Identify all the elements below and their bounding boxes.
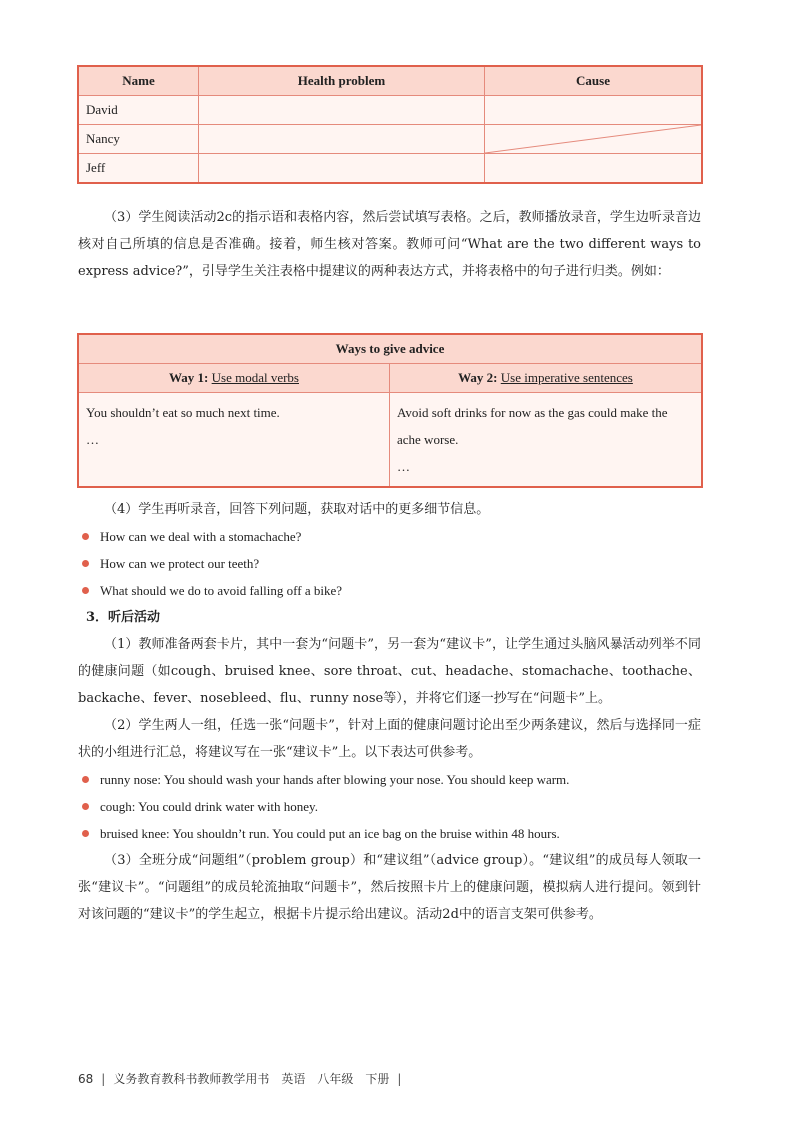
example-sentence: You shouldn’t eat so much next time. bbox=[86, 405, 280, 420]
page-number: 68 bbox=[78, 1072, 94, 1086]
cause-cell bbox=[485, 96, 702, 125]
list-item bbox=[78, 766, 701, 793]
name-cell-jeff: Jeff bbox=[79, 154, 199, 183]
footer-separator: | bbox=[101, 1072, 106, 1086]
ways-to-give-advice-table bbox=[78, 334, 702, 487]
list-item bbox=[78, 793, 701, 820]
table-title-row bbox=[79, 335, 702, 364]
footer-separator: | bbox=[397, 1072, 402, 1086]
question-text: How can we protect our teeth? bbox=[100, 556, 260, 571]
ellipsis: … bbox=[86, 432, 99, 447]
paragraph-text: （2）学生两人一组，任选一张“问题卡”，针对上面的健康问题讨论出至少两条建议，然后与选择同一症状的小组进行汇总，将建议写在一张“建议卡”上。以下表达可供参考。 bbox=[78, 718, 701, 760]
bullet-icon bbox=[82, 803, 89, 810]
health-problem-cell bbox=[199, 154, 485, 183]
way-1-examples bbox=[79, 393, 390, 487]
table-row bbox=[79, 154, 702, 183]
way-2-examples bbox=[390, 393, 702, 487]
column-header-way-2 bbox=[390, 364, 702, 393]
list-item bbox=[78, 550, 701, 577]
cause-cell bbox=[485, 154, 702, 183]
way-2-text: Use imperative sentences bbox=[500, 370, 633, 385]
question-text: How can we deal with a stomachache? bbox=[100, 529, 302, 544]
way-1-label: Way 1: bbox=[169, 370, 209, 385]
name-cell-david: David bbox=[79, 96, 199, 125]
health-problem-table bbox=[78, 66, 702, 183]
diagonal-line bbox=[485, 125, 701, 153]
list-item bbox=[78, 577, 701, 604]
table-row bbox=[79, 96, 702, 125]
paragraph-text: （1）教师准备两套卡片，其中一套为“问题卡”，另一套为“建议卡”，让学生通过头脑风暴活动列举不同的健康问题（如cough、bruised knee、sore throat、cut、headache、stomachache、toothache、backache、fever、nosebleed、flu、runny nose等），并将它们逐一抄写在“问题卡”上。 bbox=[78, 637, 701, 706]
section-heading: 3．听后活动 bbox=[86, 610, 161, 625]
way-1-text: Use modal verbs bbox=[211, 370, 299, 385]
example-sentence: Avoid soft drinks for now as the gas could make the ache worse. bbox=[397, 405, 668, 447]
ellipsis: … bbox=[397, 459, 410, 474]
advice-text: bruised knee: You shouldn’t run. You could put an ice bag on the bruise within 48 hours. bbox=[100, 826, 560, 841]
paragraph-text: （3）全班分成“问题组”（problem group）和“建议组”（advice group）。“建议组”的成员每人领取一张“建议卡”。“问题组”的成员轮流抽取“问题卡”，然后按照卡片上的健康问题，模拟病人进行提问。领到针对该问题的“建议卡”的学生起立，根据卡片提示给出建议。活动2d中的语言支架可供参考。 bbox=[78, 853, 701, 922]
column-header-cause: Cause bbox=[485, 67, 702, 96]
table-title: Ways to give advice bbox=[79, 335, 702, 364]
paragraph-text: （3）学生阅读活动2c的指示语和表格内容，然后尝试填写表格。之后，教师播放录音，学生边听录音边核对自己所填的信息是否准确。接着，师生核对答案。教师可问“What are the two different ways to express advice?”，引导学生关注表格中提建议的两种表达方式，并将表格中的句子进行归类。例如： bbox=[78, 210, 701, 279]
cause-cell-diagonal bbox=[485, 125, 702, 154]
name-cell-nancy: Nancy bbox=[79, 125, 199, 154]
advice-text: runny nose: You should wash your hands after blowing your nose. You should keep warm. bbox=[100, 772, 570, 787]
list-item bbox=[78, 820, 701, 847]
way-2-label: Way 2: bbox=[458, 370, 498, 385]
page-footer bbox=[78, 1070, 409, 1087]
table-row bbox=[79, 125, 702, 154]
bullet-icon bbox=[82, 587, 89, 594]
table-header-row bbox=[79, 67, 702, 96]
bullet-icon bbox=[82, 830, 89, 837]
column-header-name: Name bbox=[79, 67, 199, 96]
bullet-icon bbox=[82, 533, 89, 540]
table-row bbox=[79, 393, 702, 487]
bullet-icon bbox=[82, 776, 89, 783]
paragraph-activity-2c bbox=[78, 204, 701, 285]
list-item bbox=[78, 523, 701, 550]
paragraph-text: （4）学生再听录音，回答下列问题，获取对话中的更多细节信息。 bbox=[104, 502, 490, 517]
health-problem-cell bbox=[199, 96, 485, 125]
bullet-icon bbox=[82, 560, 89, 567]
advice-text: cough: You could drink water with honey. bbox=[100, 799, 318, 814]
section-listening-details bbox=[78, 496, 701, 928]
column-header-health-problem: Health problem bbox=[199, 67, 485, 96]
column-header-way-1 bbox=[79, 364, 390, 393]
table-header-row bbox=[79, 364, 702, 393]
book-title: 义务教育教科书教师教学用书 英语 八年级 下册 bbox=[113, 1072, 390, 1086]
question-text: What should we do to avoid falling off a bike? bbox=[100, 583, 343, 598]
health-problem-cell bbox=[199, 125, 485, 154]
